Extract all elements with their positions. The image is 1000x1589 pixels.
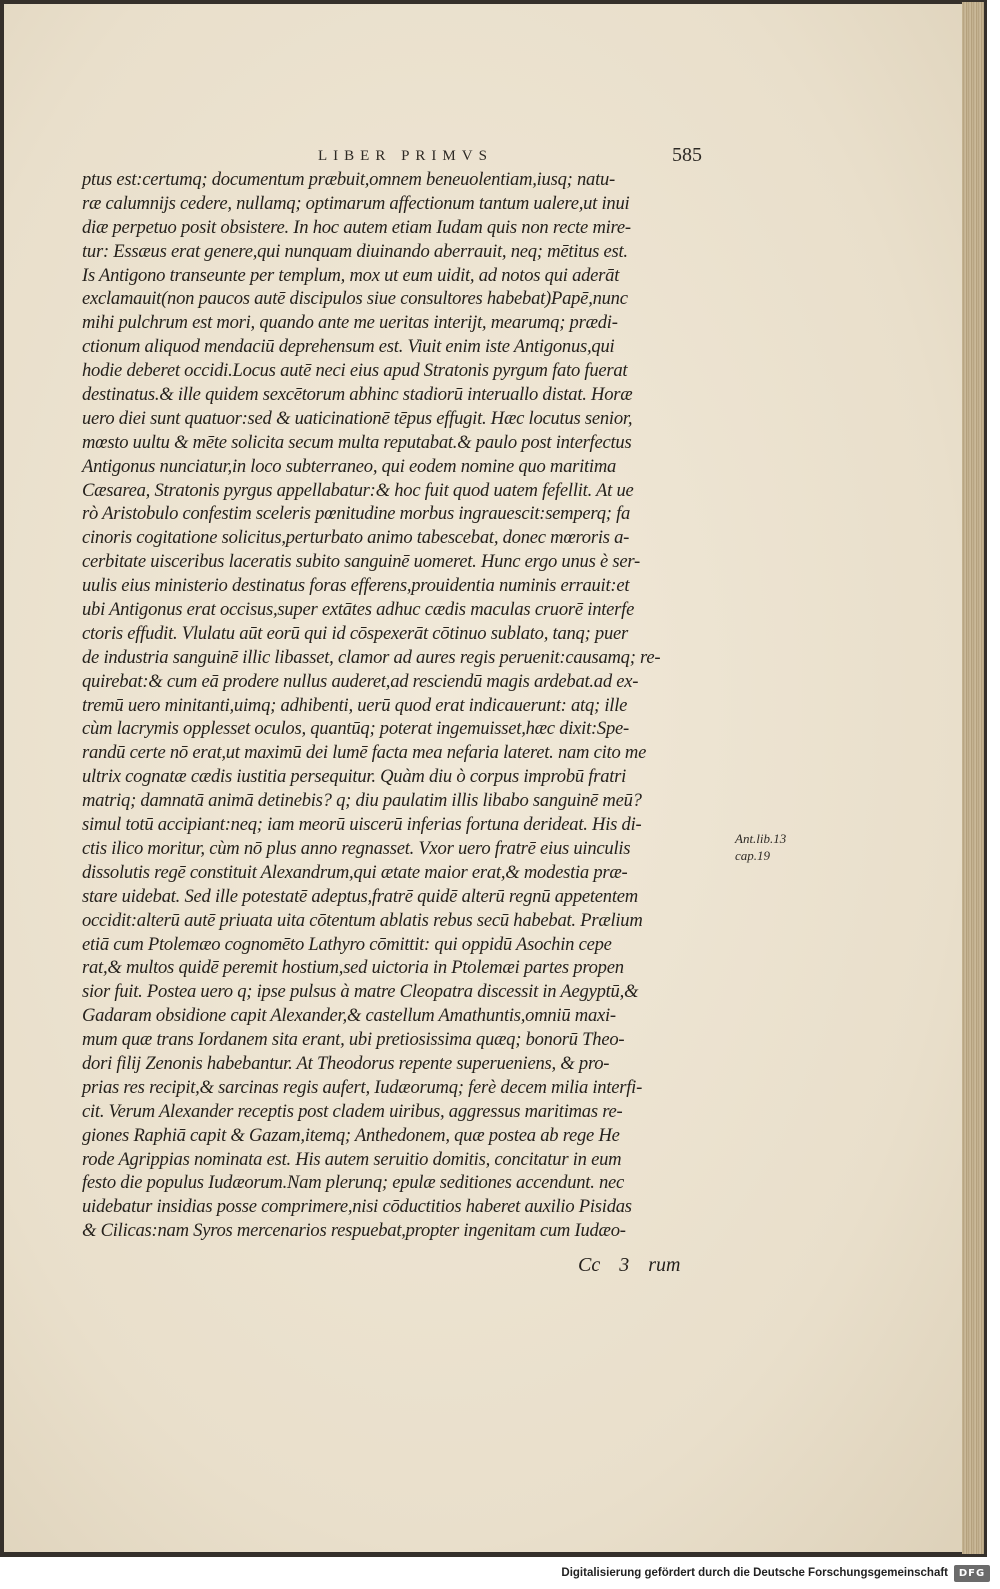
text-line: mœsto uultu & mēte solicita secum multa reputabat.& paulo post interfectus (82, 431, 632, 453)
text-line: Antigonus nunciatur,in loco subterraneo, qui eodem nomine quo maritima (82, 455, 617, 477)
text-line: exclamauit(non paucos autē discipulos siue consultores habebat)Papē,nunc (82, 288, 628, 310)
text-line: Gadaram obsidione capit Alexander,& castellum Amathuntis,omniū maxi- (82, 1005, 616, 1027)
text-line: ctionum aliquod mendaciū deprehensum est. Viuit enim iste Antigonus,qui (82, 336, 615, 358)
margin-note (735, 830, 786, 864)
text-line: Is Antigono transeunte per templum, mox ut eum uidit, ad notos qui aderāt (82, 264, 620, 286)
text-line: uulis eius ministerio destinatus foras efferens,prouidentia numinis errauit:et (82, 575, 630, 597)
text-line: cerbitate uisceribus laceratis subito sanguinē uomeret. Hunc ergo unus è ser- (82, 551, 640, 573)
text-line: uero diei sunt quatuor:sed & uaticinationē tēpus effugit. Hæc locutus senior, (82, 407, 633, 429)
text-line: sior fuit. Postea uero q; ipse pulsus à matre Cleopatra discessit in Aegyptū,& (82, 981, 639, 1003)
text-line: occidit:alterū autē priuata uita cōtentum ablatis rebus secū habebat. Prælium (82, 909, 643, 931)
text-line: ultrix cognatæ cædis iustitia persequitur. Quàm diu ò corpus improbū fratri (82, 766, 627, 788)
footer-bar (0, 1557, 1000, 1589)
text-line: ptus est:certumq; documentum præbuit,omnem beneuolentiam,iusq; natu- (82, 169, 615, 190)
page-fore-edge (962, 2, 984, 1554)
text-line: stare uidebat. Sed ille potestatē adeptus,fratrē quidē alterū regnū appetentem (82, 885, 638, 907)
text-line: mum quæ trans Iordanem sita erant, ubi pretiosissima quæq; bonorū Theo- (82, 1029, 625, 1051)
margin-note-line: cap.19 (735, 848, 771, 863)
text-line: cùm lacrymis opplesset oculos, quantūq; poterat ingemuisset,hæc dixit:Spe- (82, 718, 629, 740)
text-line: uidebatur insidias posse comprimere,nisi cōductitios haberet auxilio Pisidas (82, 1196, 632, 1218)
funding-credit: Digitalisierung gefördert durch die Deutsche Forschungsgemeinschaft (561, 1567, 948, 1579)
text-line: destinatus.& ille quidem sexcētorum abhinc stadiorū interuallo distat. Horæ (82, 384, 633, 406)
text-line: festo die populus Iudæorum.Nam plerunq; epulæ seditiones accendunt. nec (82, 1172, 625, 1194)
text-line: etiā cum Ptolemæo cognomēto Lathyro cōmittit: qui oppidū Asochin cepe (82, 933, 612, 955)
dfg-logo-text: DFG (958, 1568, 986, 1579)
text-line: tremū uero minitanti,uimq; adhibenti, uerū quod erat indicauerunt: atq; ille (82, 694, 628, 716)
text-line: cit. Verum Alexander receptis post cladem uiribus, aggressus maritimas re- (82, 1100, 623, 1122)
text-line: de industria sanguinē illic libasset, clamor ad aures regis peruenit:causamq; re- (82, 646, 661, 668)
dfg-logo[interactable] (954, 1565, 990, 1582)
text-line: giones Raphiā capit & Gazam,itemq; Anthedonem, quæ postea ab rege He (82, 1124, 620, 1146)
text-line: dori filij Zenonis habebantur. At Theodorus repente superueniens, & pro- (82, 1052, 610, 1074)
catchword: Cc 3 rum (578, 1254, 681, 1276)
text-line: mihi pulchrum est mori, quando ante me ueritas interijt, mearumq; prædi- (82, 312, 618, 334)
text-line: & Cilicas:nam Syros mercenarios respuebat,propter ingenitam cum Iudæo- (82, 1220, 626, 1242)
text-line: randū certe nō erat,ut maximū dei lumē facta mea nefaria lateret. nam cito me (82, 742, 647, 764)
running-head: LIBER PRIMVS (318, 148, 493, 164)
text-line: ctis ilico moritur, cùm nō plus anno regnasset. Vxor uero fratrē eius uinculis (82, 837, 631, 859)
text-line: Cæsarea, Stratonis pyrgus appellabatur:& hoc fuit quod uatem fefellit. At ue (82, 479, 634, 501)
text-line: ræ calumnijs cedere, nullamq; optimarum affectionum tantum ualere,ut inui (82, 192, 630, 214)
page-number: 585 (672, 144, 702, 166)
text-line: dissolutis regē constituit Alexandrum,qui ætate maior erat,& modestia præ- (82, 861, 628, 883)
text-line: tur: Essæus erat genere,qui nunquam diuinando aberrauit, neq; mētitus est. (82, 240, 628, 262)
text-line: prias res recipit,& sarcinas regis aufert, Iudæorumq; ferè decem milia interfi- (82, 1076, 643, 1098)
body-text (82, 168, 742, 1243)
text-line: ubi Antigonus erat occisus,super extātes adhuc cædis maculas cruorē interfe (82, 599, 635, 621)
text-line: diæ perpetuo posit obsistere. In hoc autem etiam Iudam quis non recte mire- (82, 216, 631, 238)
text-line: quirebat:& cum eā prodere nullus auderet,ad resciendū magis ardebat.ad ex- (82, 670, 639, 692)
text-line: rat,& multos quidē peremit hostium,sed uictoria in Ptolemæi partes propen (82, 957, 624, 979)
text-line: rò Aristobulo confestim sceleris pœnitudine morbus ingrauescit:semperq; fa (82, 503, 631, 525)
text-line: ctoris effudit. Vlulatu aūt eorū qui id cōspexerāt cōtinuo sublato, tanq; puer (82, 622, 629, 644)
text-line: matriq; damnatā animā detinebis? q; diu paulatim illis libabo sanguinē meū? (82, 790, 642, 812)
text-line: simul totū accipiant:neq; iam meorū uiscerū inferias fortuna derideat. His di- (82, 814, 642, 836)
text-line: hodie deberet occidi.Locus autē neci eius apud Stratonis pyrgum fato fuerat (82, 360, 628, 382)
margin-note-line: Ant.lib.13 (735, 831, 787, 846)
text-line: rode Agrippias nominata est. His autem seruitio domitis, concitatur in eum (82, 1148, 622, 1170)
text-line: cinoris cogitatione solicitus,perturbato animo tabescebat, donec mœroris a- (82, 527, 630, 549)
